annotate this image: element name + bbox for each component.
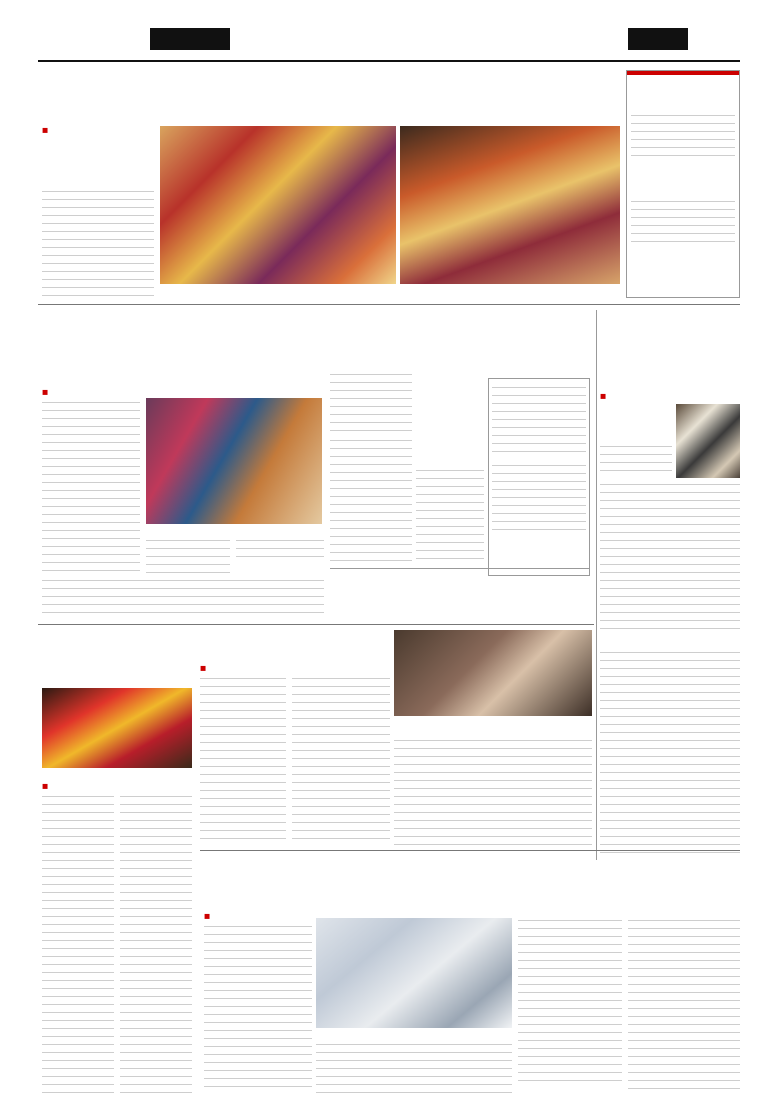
masthead (0, 0, 778, 60)
story2-quote-text (330, 574, 590, 604)
story2-box (488, 378, 590, 576)
story4-photo (42, 688, 192, 768)
story7-col3 (518, 918, 622, 1094)
sidebar1 (626, 70, 740, 298)
story2-byline: ■ (42, 388, 49, 396)
story3-body-lines (600, 444, 672, 476)
story2-quote (330, 568, 590, 620)
story6-col (394, 738, 592, 846)
story7-byline: ■ (204, 912, 211, 920)
sidebar1-lines (631, 113, 735, 163)
story4-byline: ■ (42, 782, 49, 790)
story3-col (600, 482, 740, 632)
story7-photo (316, 918, 512, 1028)
masthead-rule (38, 60, 740, 62)
story2-col3 (236, 538, 324, 574)
story5-col1 (200, 676, 286, 846)
story2-col5-lines (416, 468, 484, 564)
story2-col4-lines-a (330, 372, 412, 432)
story7-col3-lines-a (518, 918, 622, 978)
story2-photo (146, 398, 322, 524)
story2-col4-lines-b (330, 438, 412, 562)
story5-col2 (292, 676, 390, 846)
story5-byline: ■ (200, 664, 207, 672)
story4-col2 (120, 794, 192, 1094)
story6-photo (394, 630, 592, 716)
story1-body-text (42, 137, 154, 185)
story7-col1 (204, 924, 312, 1094)
story2-col5 (416, 372, 484, 574)
masthead-bar-left (150, 28, 230, 50)
story3-body (600, 404, 672, 478)
story2-col1b (42, 578, 324, 620)
story2-sub2 (416, 372, 484, 468)
story7-col2 (316, 1042, 512, 1094)
story2-col2 (146, 538, 230, 574)
story3-box-text (600, 650, 740, 860)
masthead-bar-right (628, 28, 688, 50)
sidebar1-lines2 (631, 199, 735, 249)
story7-strap (200, 859, 220, 869)
story7-col3-lines-b (518, 982, 622, 1082)
section-rule-1 (38, 304, 740, 305)
story7-strap-bar (200, 850, 740, 866)
section-rule-2 (38, 624, 594, 625)
story2-col1 (42, 400, 140, 572)
story1-body (42, 137, 154, 297)
story1-photo-2 (400, 126, 620, 284)
story3-byline: ■ (600, 392, 607, 400)
sidebar1-text (627, 75, 739, 113)
story3-photo (676, 404, 740, 478)
story1-photo-1 (160, 126, 396, 284)
sidebar1-text2 (627, 169, 739, 199)
story1-byline: ■ (42, 126, 49, 134)
story3-body-text (600, 404, 672, 444)
story3-vrule (596, 310, 597, 860)
story1-body-lines (42, 189, 154, 297)
story4-col1 (42, 794, 114, 1094)
story2-box-lines (492, 385, 586, 457)
story2-col4 (330, 372, 412, 574)
story2-col3-lines (236, 538, 324, 564)
story2-box-lines2 (492, 463, 586, 531)
story7-col4 (628, 918, 740, 1094)
